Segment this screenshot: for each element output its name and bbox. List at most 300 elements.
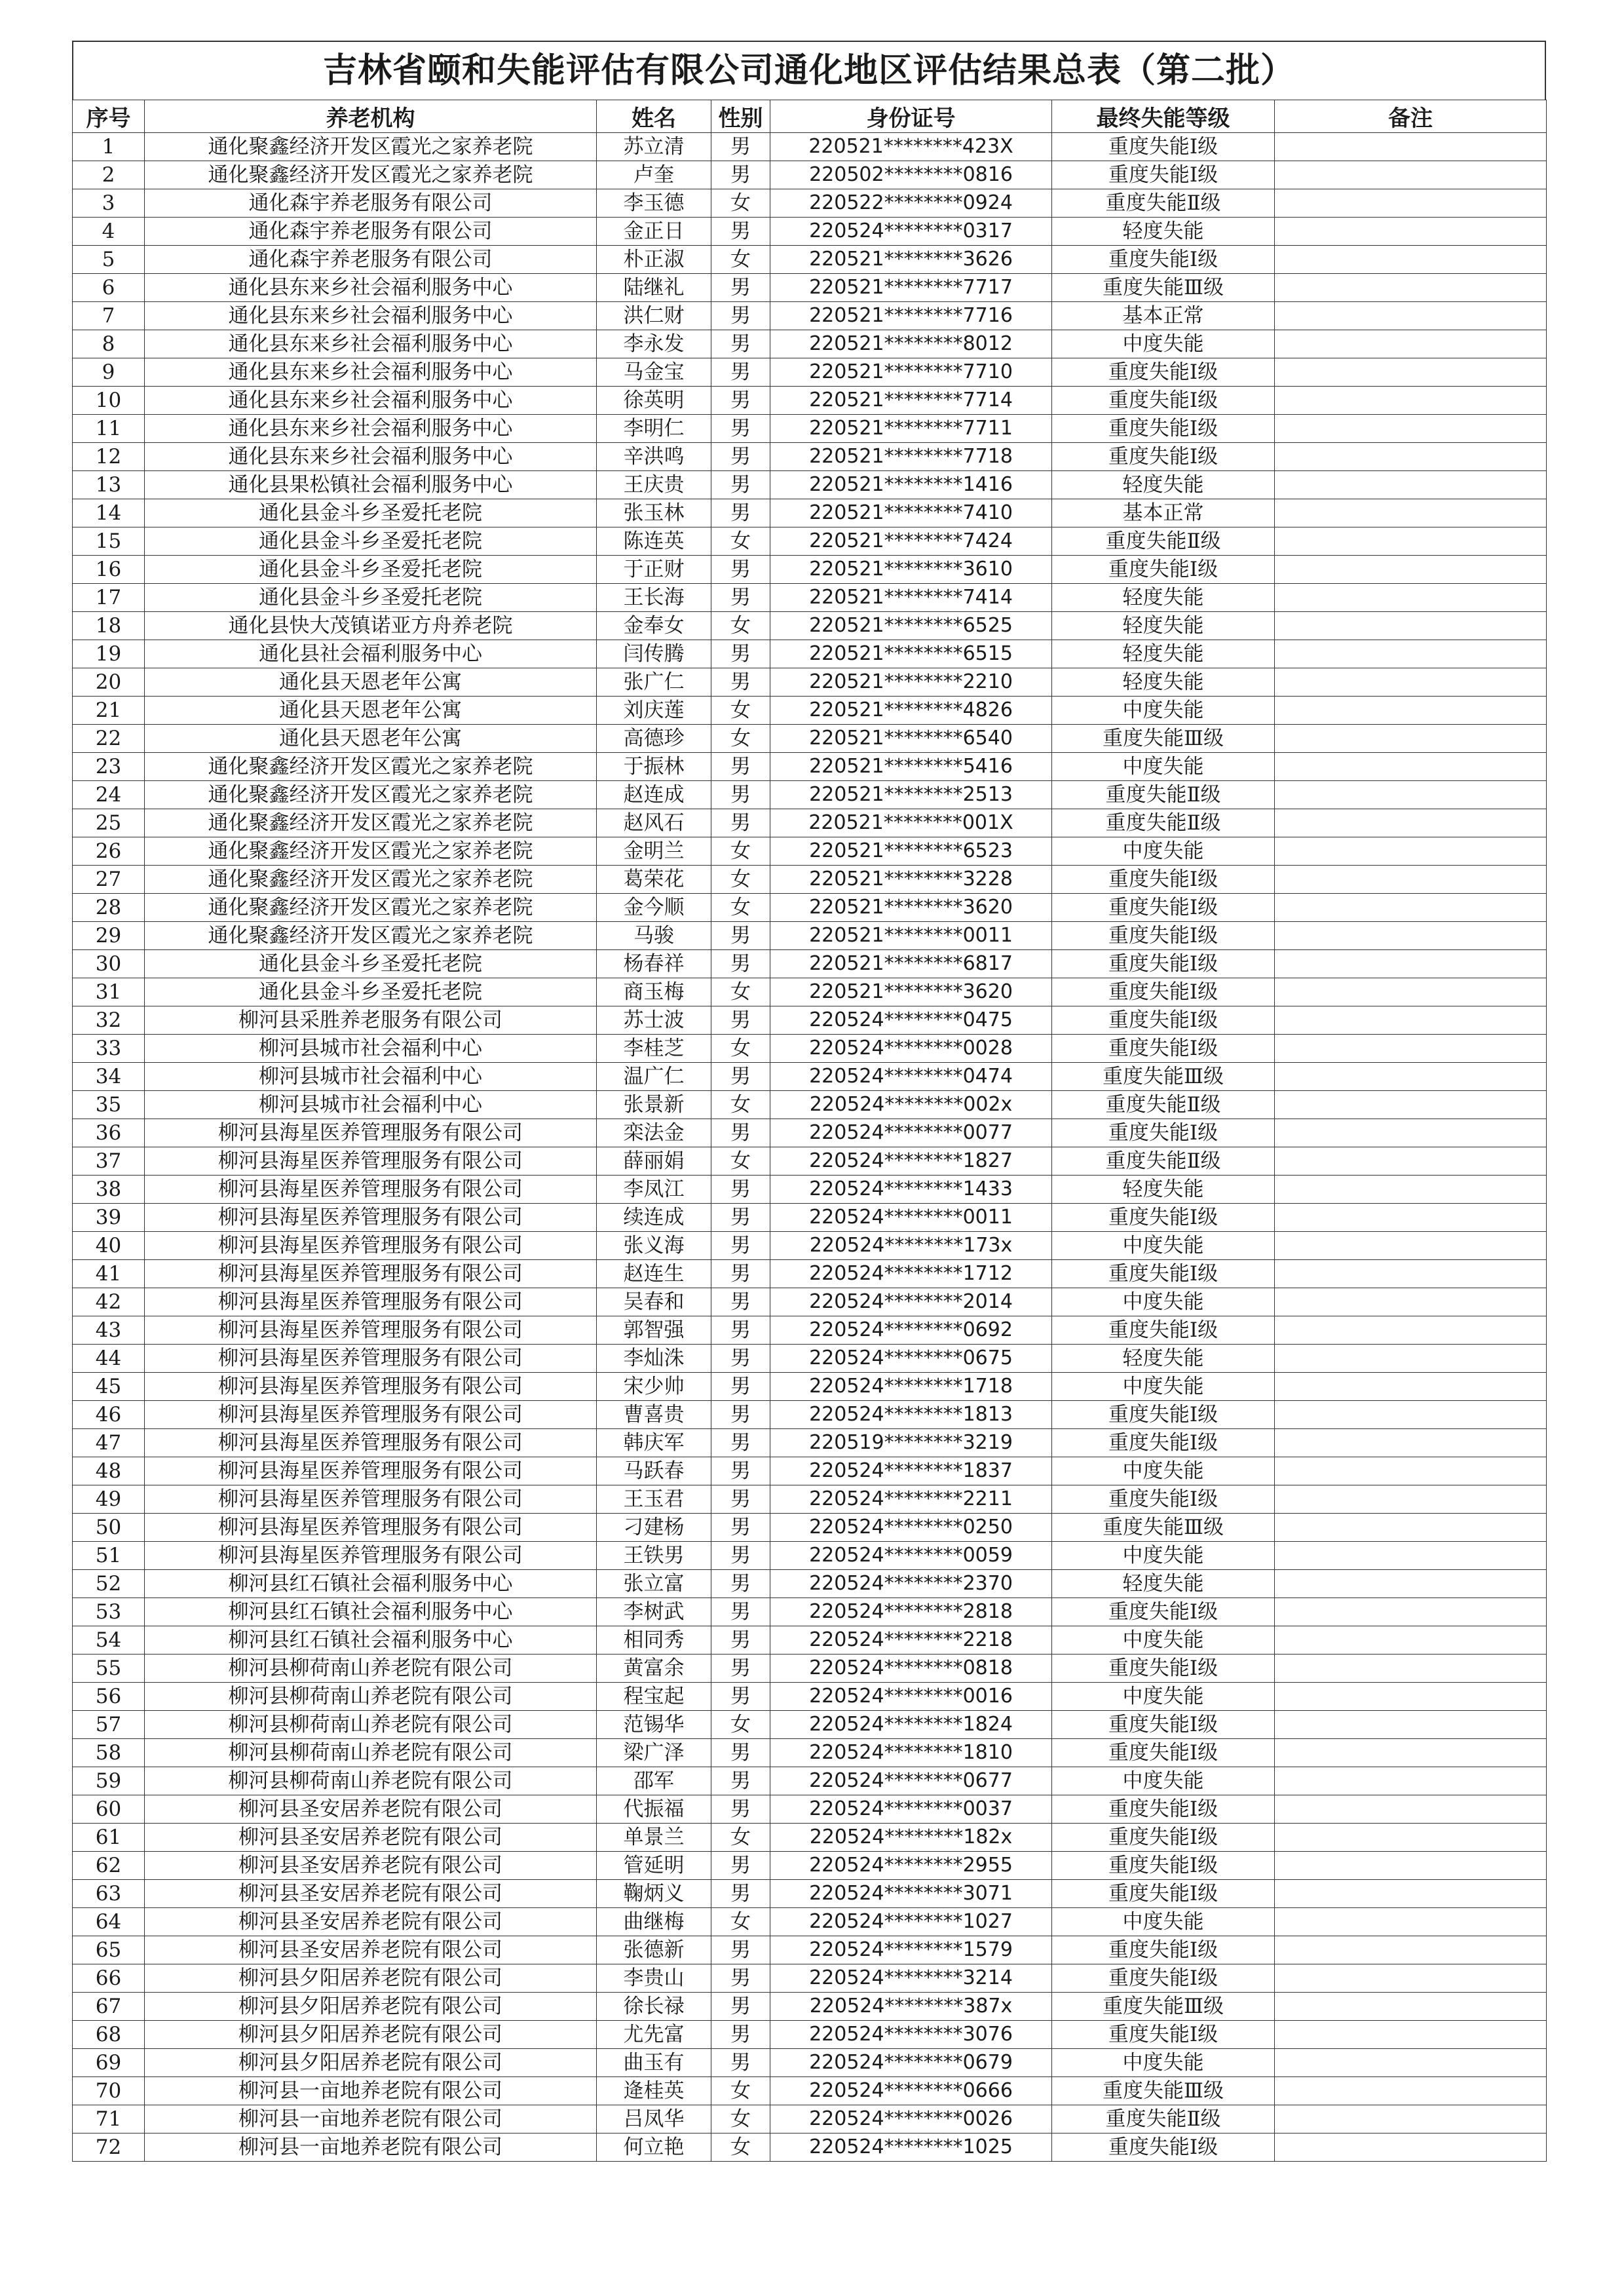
cell-remarks <box>1275 1739 1547 1767</box>
cell-name: 刁建杨 <box>597 1514 711 1542</box>
cell-name: 程宝起 <box>597 1683 711 1711</box>
table-row <box>73 1373 1547 1401</box>
cell-index: 45 <box>73 1373 145 1401</box>
cell-remarks <box>1275 133 1547 161</box>
cell-remarks <box>1275 866 1547 894</box>
cell-gender: 男 <box>711 443 770 471</box>
cell-remarks <box>1275 894 1547 922</box>
cell-gender: 男 <box>711 668 770 697</box>
cell-remarks <box>1275 499 1547 527</box>
cell-disability-level: 重度失能Ⅱ级 <box>1052 781 1275 809</box>
cell-name: 管延明 <box>597 1852 711 1880</box>
cell-gender: 男 <box>711 2049 770 2077</box>
cell-remarks <box>1275 781 1547 809</box>
cell-gender: 男 <box>711 1739 770 1767</box>
cell-gender: 女 <box>711 189 770 218</box>
cell-institution: 柳河县圣安居养老院有限公司 <box>145 1852 597 1880</box>
cell-disability-level: 轻度失能 <box>1052 218 1275 246</box>
table-row <box>73 2021 1547 2049</box>
cell-institution: 通化县天恩老年公寓 <box>145 697 597 725</box>
cell-institution: 柳河县夕阳居养老院有限公司 <box>145 1964 597 1993</box>
cell-institution: 柳河县夕阳居养老院有限公司 <box>145 2049 597 2077</box>
cell-disability-level: 重度失能Ⅰ级 <box>1052 556 1275 584</box>
cell-name: 马跃春 <box>597 1457 711 1485</box>
cell-id-number: 220524********0011 <box>770 1204 1052 1232</box>
table-row <box>73 2105 1547 2133</box>
cell-disability-level: 轻度失能 <box>1052 612 1275 640</box>
cell-index: 43 <box>73 1316 145 1345</box>
cell-index: 38 <box>73 1176 145 1204</box>
cell-index: 53 <box>73 1598 145 1626</box>
cell-index: 17 <box>73 584 145 612</box>
cell-id-number: 220524********182x <box>770 1824 1052 1852</box>
cell-name: 范锡华 <box>597 1711 711 1739</box>
cell-disability-level: 轻度失能 <box>1052 668 1275 697</box>
cell-name: 金奉女 <box>597 612 711 640</box>
cell-id-number: 220524********1810 <box>770 1739 1052 1767</box>
cell-name: 张玉林 <box>597 499 711 527</box>
table-row <box>73 274 1547 302</box>
cell-gender: 男 <box>711 1429 770 1457</box>
cell-name: 金今顺 <box>597 894 711 922</box>
cell-id-number: 220524********173x <box>770 1232 1052 1260</box>
cell-name: 相同秀 <box>597 1626 711 1655</box>
cell-id-number: 220521********001X <box>770 809 1052 837</box>
cell-remarks <box>1275 471 1547 499</box>
cell-institution: 柳河县圣安居养老院有限公司 <box>145 1880 597 1908</box>
cell-institution: 柳河县海星医养管理服务有限公司 <box>145 1288 597 1316</box>
cell-institution: 通化聚鑫经济开发区霞光之家养老院 <box>145 161 597 189</box>
cell-index: 33 <box>73 1035 145 1063</box>
table-header-row <box>73 100 1547 133</box>
table-row <box>73 2077 1547 2105</box>
cell-name: 韩庆军 <box>597 1429 711 1457</box>
cell-institution: 通化县东来乡社会福利服务中心 <box>145 274 597 302</box>
cell-remarks <box>1275 556 1547 584</box>
cell-remarks <box>1275 2077 1547 2105</box>
cell-name: 栾法金 <box>597 1119 711 1147</box>
table-row <box>73 1767 1547 1795</box>
col-header-gender: 性别 <box>711 100 770 133</box>
cell-name: 曲玉有 <box>597 2049 711 2077</box>
table-row <box>73 415 1547 443</box>
cell-disability-level: 重度失能Ⅰ级 <box>1052 1655 1275 1683</box>
cell-index: 41 <box>73 1260 145 1288</box>
cell-disability-level: 轻度失能 <box>1052 584 1275 612</box>
cell-institution: 通化聚鑫经济开发区霞光之家养老院 <box>145 133 597 161</box>
cell-gender: 男 <box>711 1626 770 1655</box>
cell-id-number: 220521********3610 <box>770 556 1052 584</box>
table-row <box>73 1232 1547 1260</box>
cell-gender: 男 <box>711 1401 770 1429</box>
col-header-name: 姓名 <box>597 100 711 133</box>
cell-id-number: 220524********2218 <box>770 1626 1052 1655</box>
table-row <box>73 443 1547 471</box>
cell-gender: 男 <box>711 358 770 387</box>
cell-gender: 男 <box>711 1683 770 1711</box>
cell-institution: 柳河县红石镇社会福利服务中心 <box>145 1570 597 1598</box>
cell-institution: 通化聚鑫经济开发区霞光之家养老院 <box>145 894 597 922</box>
cell-name: 朴正淑 <box>597 246 711 274</box>
cell-disability-level: 轻度失能 <box>1052 1570 1275 1598</box>
cell-gender: 女 <box>711 246 770 274</box>
cell-institution: 通化县金斗乡圣爱托老院 <box>145 499 597 527</box>
cell-institution: 柳河县海星医养管理服务有限公司 <box>145 1204 597 1232</box>
cell-gender: 女 <box>711 837 770 866</box>
cell-gender: 女 <box>711 1711 770 1739</box>
cell-id-number: 220524********0317 <box>770 218 1052 246</box>
cell-gender: 男 <box>711 2021 770 2049</box>
cell-institution: 柳河县柳荷南山养老院有限公司 <box>145 1767 597 1795</box>
cell-id-number: 220524********2370 <box>770 1570 1052 1598</box>
table-row <box>73 556 1547 584</box>
cell-index: 39 <box>73 1204 145 1232</box>
col-header-index: 序号 <box>73 100 145 133</box>
cell-name: 刘庆莲 <box>597 697 711 725</box>
cell-id-number: 220524********1433 <box>770 1176 1052 1204</box>
cell-id-number: 220524********2014 <box>770 1288 1052 1316</box>
table-row <box>73 1316 1547 1345</box>
cell-disability-level: 基本正常 <box>1052 499 1275 527</box>
cell-name: 李凤江 <box>597 1176 711 1204</box>
cell-name: 代振福 <box>597 1795 711 1824</box>
cell-remarks <box>1275 1006 1547 1035</box>
cell-name: 李明仁 <box>597 415 711 443</box>
cell-gender: 男 <box>711 1373 770 1401</box>
cell-institution: 通化聚鑫经济开发区霞光之家养老院 <box>145 753 597 781</box>
cell-remarks <box>1275 189 1547 218</box>
table-row <box>73 2049 1547 2077</box>
cell-name: 李灿洙 <box>597 1345 711 1373</box>
cell-name: 金明兰 <box>597 837 711 866</box>
cell-institution: 通化县东来乡社会福利服务中心 <box>145 330 597 358</box>
cell-institution: 通化县果松镇社会福利服务中心 <box>145 471 597 499</box>
cell-institution: 通化县金斗乡圣爱托老院 <box>145 527 597 556</box>
cell-institution: 通化县社会福利服务中心 <box>145 640 597 668</box>
table-row <box>73 161 1547 189</box>
table-row <box>73 1091 1547 1119</box>
cell-disability-level: 重度失能Ⅰ级 <box>1052 1119 1275 1147</box>
cell-remarks <box>1275 2049 1547 2077</box>
cell-name: 金正日 <box>597 218 711 246</box>
cell-name: 赵连成 <box>597 781 711 809</box>
cell-index: 4 <box>73 218 145 246</box>
cell-index: 57 <box>73 1711 145 1739</box>
cell-institution: 柳河县海星医养管理服务有限公司 <box>145 1514 597 1542</box>
cell-index: 64 <box>73 1908 145 1936</box>
table-row <box>73 1795 1547 1824</box>
table-row <box>73 1598 1547 1626</box>
table-row <box>73 330 1547 358</box>
cell-institution: 柳河县柳荷南山养老院有限公司 <box>145 1655 597 1683</box>
cell-index: 21 <box>73 697 145 725</box>
cell-disability-level: 重度失能Ⅰ级 <box>1052 1964 1275 1993</box>
cell-id-number: 220524********387x <box>770 1993 1052 2021</box>
cell-id-number: 220519********3219 <box>770 1429 1052 1457</box>
cell-index: 2 <box>73 161 145 189</box>
table-row <box>73 584 1547 612</box>
table-row <box>73 1824 1547 1852</box>
col-header-id-number: 身份证号 <box>770 100 1052 133</box>
cell-disability-level: 轻度失能 <box>1052 1176 1275 1204</box>
cell-gender: 男 <box>711 640 770 668</box>
cell-remarks <box>1275 612 1547 640</box>
table-row <box>73 1655 1547 1683</box>
table-row <box>73 781 1547 809</box>
cell-gender: 女 <box>711 894 770 922</box>
cell-remarks <box>1275 1373 1547 1401</box>
cell-disability-level: 重度失能Ⅰ级 <box>1052 1485 1275 1514</box>
cell-id-number: 220521********7711 <box>770 415 1052 443</box>
table-row <box>73 499 1547 527</box>
cell-id-number: 220521********7410 <box>770 499 1052 527</box>
cell-remarks <box>1275 1598 1547 1626</box>
cell-index: 68 <box>73 2021 145 2049</box>
cell-gender: 男 <box>711 1795 770 1824</box>
cell-name: 王铁男 <box>597 1542 711 1570</box>
cell-name: 李树武 <box>597 1598 711 1626</box>
cell-disability-level: 重度失能Ⅰ级 <box>1052 1429 1275 1457</box>
table-row <box>73 1964 1547 1993</box>
cell-disability-level: 重度失能Ⅰ级 <box>1052 1006 1275 1035</box>
table-row <box>73 1683 1547 1711</box>
cell-id-number: 220524********0077 <box>770 1119 1052 1147</box>
cell-name: 张义海 <box>597 1232 711 1260</box>
cell-index: 72 <box>73 2133 145 2162</box>
cell-index: 23 <box>73 753 145 781</box>
cell-remarks <box>1275 922 1547 950</box>
cell-id-number: 220521********8012 <box>770 330 1052 358</box>
cell-name: 张广仁 <box>597 668 711 697</box>
cell-id-number: 220521********4826 <box>770 697 1052 725</box>
cell-gender: 男 <box>711 1767 770 1795</box>
cell-remarks <box>1275 1035 1547 1063</box>
cell-disability-level: 重度失能Ⅱ级 <box>1052 1147 1275 1176</box>
cell-gender: 女 <box>711 978 770 1006</box>
cell-id-number: 220502********0816 <box>770 161 1052 189</box>
cell-institution: 通化县天恩老年公寓 <box>145 725 597 753</box>
cell-disability-level: 重度失能Ⅰ级 <box>1052 894 1275 922</box>
cell-disability-level: 中度失能 <box>1052 1908 1275 1936</box>
cell-id-number: 220521********7714 <box>770 387 1052 415</box>
cell-institution: 柳河县海星医养管理服务有限公司 <box>145 1457 597 1485</box>
cell-name: 单景兰 <box>597 1824 711 1852</box>
cell-name: 于正财 <box>597 556 711 584</box>
table-row <box>73 1176 1547 1204</box>
cell-index: 62 <box>73 1852 145 1880</box>
cell-gender: 男 <box>711 753 770 781</box>
cell-remarks <box>1275 753 1547 781</box>
table-row <box>73 246 1547 274</box>
cell-remarks <box>1275 725 1547 753</box>
cell-id-number: 220521********1416 <box>770 471 1052 499</box>
cell-disability-level: 中度失能 <box>1052 1542 1275 1570</box>
cell-disability-level: 重度失能Ⅰ级 <box>1052 358 1275 387</box>
table-row <box>73 527 1547 556</box>
cell-index: 8 <box>73 330 145 358</box>
table-row <box>73 1880 1547 1908</box>
cell-remarks <box>1275 1795 1547 1824</box>
cell-index: 40 <box>73 1232 145 1260</box>
cell-remarks <box>1275 1514 1547 1542</box>
cell-disability-level: 重度失能Ⅰ级 <box>1052 443 1275 471</box>
cell-id-number: 220521********3620 <box>770 978 1052 1006</box>
cell-gender: 男 <box>711 330 770 358</box>
cell-disability-level: 重度失能Ⅰ级 <box>1052 1936 1275 1964</box>
cell-name: 葛荣花 <box>597 866 711 894</box>
cell-id-number: 220521********3626 <box>770 246 1052 274</box>
cell-gender: 男 <box>711 1936 770 1964</box>
cell-index: 56 <box>73 1683 145 1711</box>
cell-gender: 女 <box>711 527 770 556</box>
cell-disability-level: 重度失能Ⅰ级 <box>1052 1401 1275 1429</box>
cell-disability-level: 重度失能Ⅰ级 <box>1052 1260 1275 1288</box>
cell-index: 55 <box>73 1655 145 1683</box>
cell-disability-level: 重度失能Ⅱ级 <box>1052 189 1275 218</box>
cell-gender: 男 <box>711 274 770 302</box>
cell-gender: 男 <box>711 1655 770 1683</box>
cell-gender: 男 <box>711 1485 770 1514</box>
cell-disability-level: 重度失能Ⅲ级 <box>1052 1993 1275 2021</box>
cell-disability-level: 轻度失能 <box>1052 1345 1275 1373</box>
cell-gender: 男 <box>711 161 770 189</box>
table-row <box>73 697 1547 725</box>
cell-name: 梁广泽 <box>597 1739 711 1767</box>
table-row <box>73 1626 1547 1655</box>
cell-remarks <box>1275 1457 1547 1485</box>
cell-index: 30 <box>73 950 145 978</box>
cell-gender: 男 <box>711 387 770 415</box>
cell-id-number: 220524********1027 <box>770 1908 1052 1936</box>
cell-disability-level: 重度失能Ⅰ级 <box>1052 387 1275 415</box>
cell-id-number: 220521********6525 <box>770 612 1052 640</box>
cell-gender: 男 <box>711 1993 770 2021</box>
cell-index: 27 <box>73 866 145 894</box>
cell-gender: 男 <box>711 1457 770 1485</box>
cell-index: 29 <box>73 922 145 950</box>
cell-index: 16 <box>73 556 145 584</box>
cell-remarks <box>1275 640 1547 668</box>
cell-index: 5 <box>73 246 145 274</box>
cell-id-number: 220524********3071 <box>770 1880 1052 1908</box>
cell-index: 52 <box>73 1570 145 1598</box>
table-row <box>73 1457 1547 1485</box>
cell-institution: 柳河县海星医养管理服务有限公司 <box>145 1401 597 1429</box>
cell-id-number: 220524********0666 <box>770 2077 1052 2105</box>
cell-remarks <box>1275 1429 1547 1457</box>
cell-gender: 男 <box>711 1006 770 1035</box>
cell-name: 曹喜贵 <box>597 1401 711 1429</box>
cell-index: 26 <box>73 837 145 866</box>
cell-index: 6 <box>73 274 145 302</box>
cell-remarks <box>1275 1824 1547 1852</box>
cell-institution: 通化聚鑫经济开发区霞光之家养老院 <box>145 922 597 950</box>
cell-name: 徐长禄 <box>597 1993 711 2021</box>
cell-name: 薛丽娟 <box>597 1147 711 1176</box>
cell-institution: 通化县东来乡社会福利服务中心 <box>145 358 597 387</box>
cell-name: 张立富 <box>597 1570 711 1598</box>
cell-index: 69 <box>73 2049 145 2077</box>
cell-index: 18 <box>73 612 145 640</box>
cell-institution: 柳河县一亩地养老院有限公司 <box>145 2077 597 2105</box>
table-row <box>73 753 1547 781</box>
table-row <box>73 471 1547 499</box>
cell-institution: 柳河县城市社会福利中心 <box>145 1063 597 1091</box>
cell-disability-level: 重度失能Ⅰ级 <box>1052 1316 1275 1345</box>
cell-name: 李永发 <box>597 330 711 358</box>
cell-index: 28 <box>73 894 145 922</box>
cell-index: 54 <box>73 1626 145 1655</box>
cell-disability-level: 轻度失能 <box>1052 471 1275 499</box>
cell-institution: 柳河县红石镇社会福利服务中心 <box>145 1626 597 1655</box>
cell-disability-level: 重度失能Ⅰ级 <box>1052 1852 1275 1880</box>
table-row <box>73 1429 1547 1457</box>
cell-remarks <box>1275 1345 1547 1373</box>
cell-name: 吕凤华 <box>597 2105 711 2133</box>
cell-name: 尤先富 <box>597 2021 711 2049</box>
cell-remarks <box>1275 837 1547 866</box>
cell-remarks <box>1275 1485 1547 1514</box>
cell-name: 王庆贵 <box>597 471 711 499</box>
cell-id-number: 220521********7414 <box>770 584 1052 612</box>
cell-institution: 柳河县海星医养管理服务有限公司 <box>145 1542 597 1570</box>
cell-institution: 柳河县海星医养管理服务有限公司 <box>145 1119 597 1147</box>
cell-id-number: 220524********0026 <box>770 2105 1052 2133</box>
cell-name: 商玉梅 <box>597 978 711 1006</box>
cell-disability-level: 重度失能Ⅰ级 <box>1052 2133 1275 2162</box>
cell-id-number: 220521********6817 <box>770 950 1052 978</box>
cell-remarks <box>1275 2021 1547 2049</box>
table-row <box>73 1739 1547 1767</box>
cell-disability-level: 中度失能 <box>1052 1457 1275 1485</box>
cell-gender: 女 <box>711 1908 770 1936</box>
cell-name: 徐英明 <box>597 387 711 415</box>
cell-id-number: 220521********6523 <box>770 837 1052 866</box>
cell-id-number: 220524********1579 <box>770 1936 1052 1964</box>
cell-name: 续连成 <box>597 1204 711 1232</box>
cell-index: 63 <box>73 1880 145 1908</box>
cell-gender: 男 <box>711 1119 770 1147</box>
cell-remarks <box>1275 1232 1547 1260</box>
cell-disability-level: 重度失能Ⅰ级 <box>1052 950 1275 978</box>
cell-remarks <box>1275 1570 1547 1598</box>
cell-disability-level: 基本正常 <box>1052 302 1275 330</box>
cell-remarks <box>1275 978 1547 1006</box>
cell-id-number: 220524********002x <box>770 1091 1052 1119</box>
cell-id-number: 220524********1025 <box>770 2133 1052 2162</box>
cell-index: 34 <box>73 1063 145 1091</box>
cell-remarks <box>1275 1260 1547 1288</box>
cell-index: 3 <box>73 189 145 218</box>
cell-disability-level: 中度失能 <box>1052 1373 1275 1401</box>
cell-gender: 男 <box>711 1232 770 1260</box>
cell-disability-level: 重度失能Ⅲ级 <box>1052 2077 1275 2105</box>
cell-disability-level: 重度失能Ⅱ级 <box>1052 527 1275 556</box>
cell-gender: 男 <box>711 1176 770 1204</box>
cell-institution: 柳河县柳荷南山养老院有限公司 <box>145 1683 597 1711</box>
cell-institution: 柳河县采胜养老服务有限公司 <box>145 1006 597 1035</box>
table-row <box>73 1852 1547 1880</box>
cell-index: 46 <box>73 1401 145 1429</box>
cell-disability-level: 重度失能Ⅰ级 <box>1052 922 1275 950</box>
cell-remarks <box>1275 1542 1547 1570</box>
cell-id-number: 220521********6540 <box>770 725 1052 753</box>
cell-index: 13 <box>73 471 145 499</box>
cell-remarks <box>1275 668 1547 697</box>
cell-remarks <box>1275 218 1547 246</box>
cell-institution: 通化县东来乡社会福利服务中心 <box>145 443 597 471</box>
table-row <box>73 866 1547 894</box>
